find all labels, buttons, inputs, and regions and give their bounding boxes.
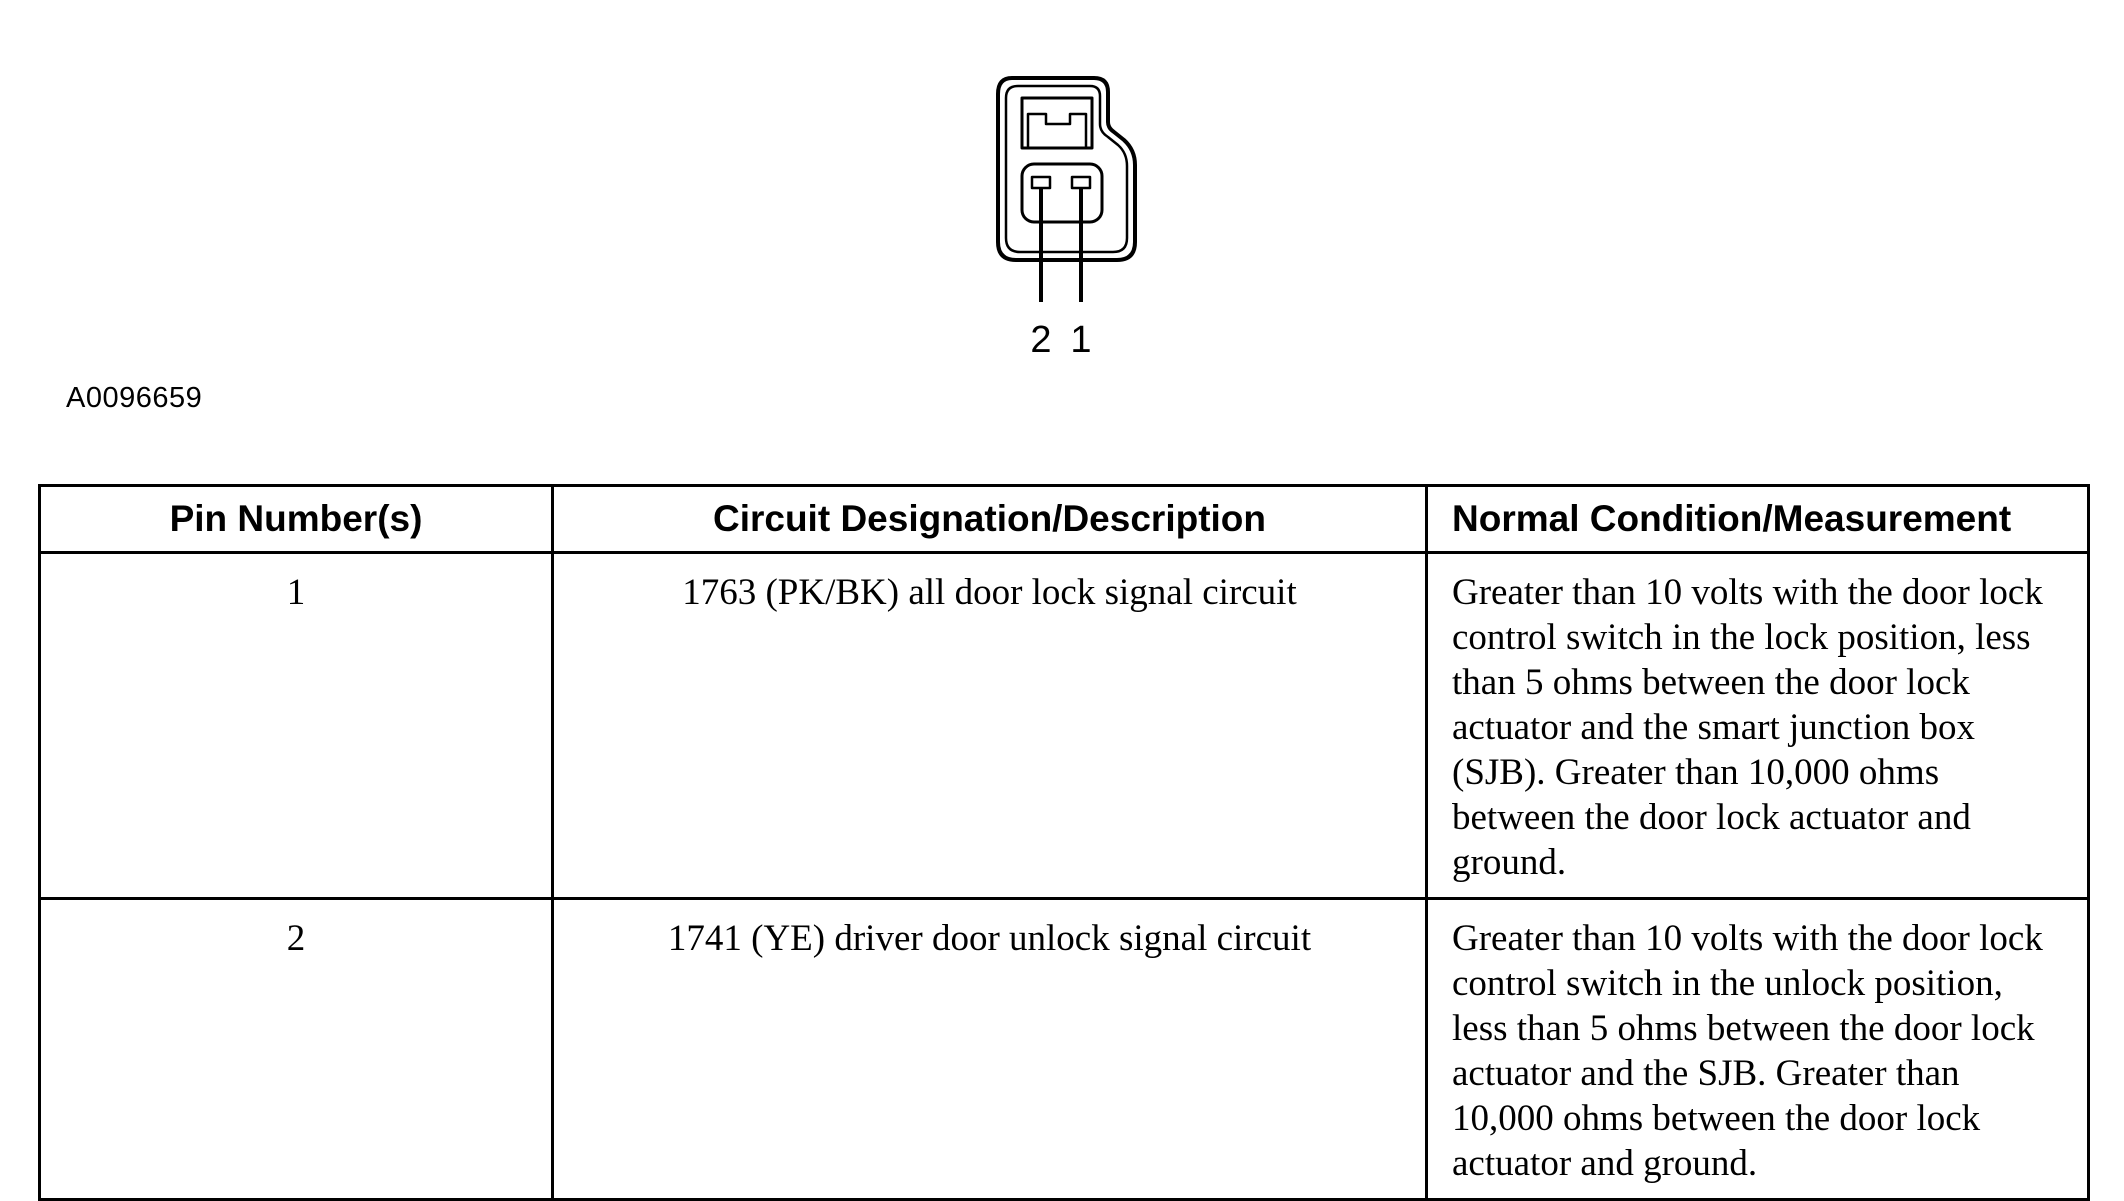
pin-number-cell: 1 — [40, 553, 553, 899]
table-header-row — [40, 486, 2089, 553]
connector-diagram — [990, 70, 1160, 370]
header-circuit-designation: Circuit Designation/Description — [553, 486, 1427, 553]
connector-housing-outer — [998, 78, 1135, 260]
condition-measurement-cell: Greater than 10 volts with the door lock control switch in the lock position, less than 5 ohms between the door lock actuator and the smart junction box (SJB). Greater than 10,000 ohms between the door lock actuator and ground. — [1427, 553, 2089, 899]
connector-face-icon — [990, 70, 1160, 370]
header-normal-condition: Normal Condition/Measurement — [1427, 486, 2089, 553]
terminal-2 — [1032, 177, 1050, 188]
condition-measurement-cell: Greater than 10 volts with the door lock control switch in the unlock position, less than 5 ohms between the door lock actuator and the SJB. Greater than 10,000 ohms between the door lock actuator and ground. — [1427, 899, 2089, 1200]
pin-cavity-block — [1022, 164, 1102, 222]
terminal-1 — [1072, 177, 1090, 188]
pin-label-2: 2 — [1030, 319, 1052, 361]
table-row — [40, 553, 2089, 899]
pin-label-1: 1 — [1070, 319, 1092, 361]
figure-id-label: A0096659 — [66, 382, 203, 414]
locking-tab — [1028, 114, 1086, 148]
pin-number-cell: 2 — [40, 899, 553, 1200]
pin-table — [38, 484, 2090, 1201]
circuit-description-cell: 1741 (YE) driver door unlock signal circuit — [553, 899, 1427, 1200]
circuit-description-cell: 1763 (PK/BK) all door lock signal circuit — [553, 553, 1427, 899]
header-pin-numbers: Pin Number(s) — [40, 486, 553, 553]
table-row — [40, 899, 2089, 1200]
